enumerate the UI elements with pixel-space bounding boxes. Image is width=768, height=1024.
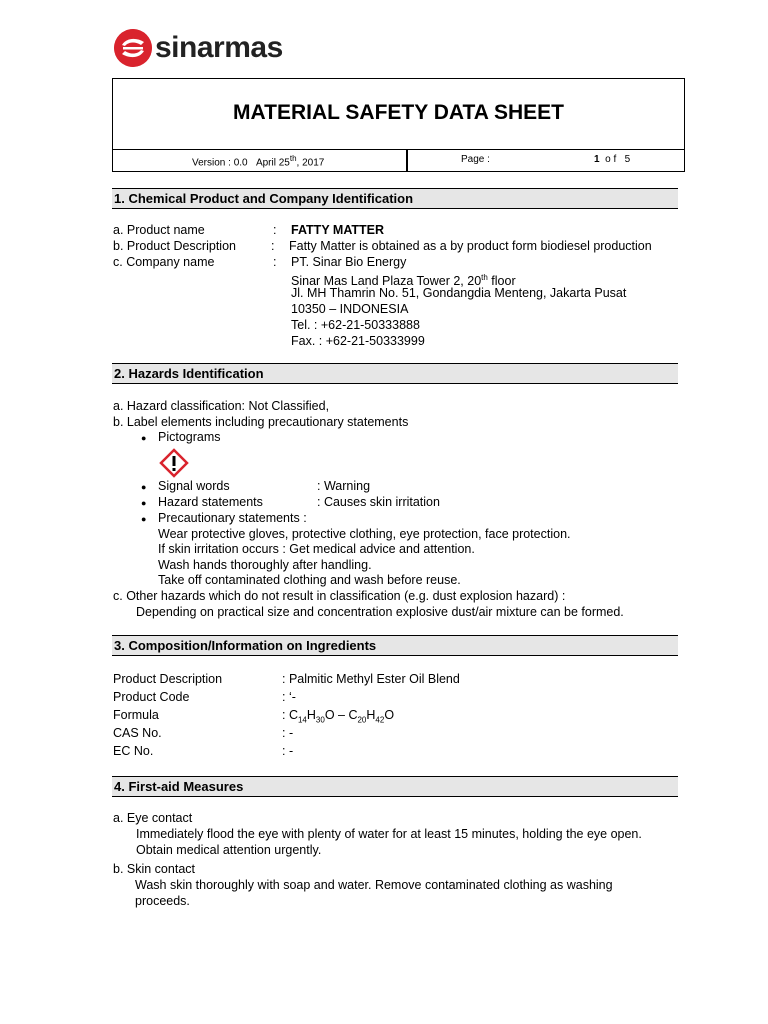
company-address-line-3: 10350 – INDONESIA <box>291 302 409 316</box>
skin-contact-line-2: proceeds. <box>135 894 190 908</box>
bullet-icon: ● <box>141 498 147 508</box>
product-name-value: FATTY MATTER <box>291 223 385 237</box>
product-description-value: Fatty Matter is obtained as a by product form biodiesel production <box>289 239 652 253</box>
ec-no-value: : - <box>282 744 294 758</box>
company-phone: Tel. : +62-21-50333888 <box>291 318 420 332</box>
eye-contact-line-2: Obtain medical attention urgently. <box>136 843 322 857</box>
skin-contact-line-1: Wash skin thoroughly with soap and water. Remove contaminated clothing as washing <box>135 878 613 892</box>
product-description-row-label: Product Description <box>113 672 223 686</box>
hazard-classification: a. Hazard classification: Not Classified, <box>113 399 330 413</box>
bullet-icon: ● <box>141 482 147 492</box>
bullet-icon: ● <box>141 514 147 524</box>
section-4-heading: 4. First-aid Measures <box>112 776 678 797</box>
section-1-heading: 1. Chemical Product and Company Identification <box>112 188 678 209</box>
version-row <box>113 149 684 171</box>
skin-contact-label: b. Skin contact <box>113 862 195 876</box>
ec-no-label: EC No. <box>113 744 154 758</box>
signal-words-value: : Warning <box>317 479 371 493</box>
title-box <box>112 78 685 172</box>
precaution-line-2: If skin irritation occurs : Get medical advice and attention. <box>158 542 475 556</box>
sinarmas-logo-icon <box>114 29 152 67</box>
page-title: MATERIAL SAFETY DATA SHEET <box>233 101 564 124</box>
formula-value: : $C_{14}H_{30}O - C_{20}H_{42}O$ <box>282 708 395 725</box>
product-name-colon: : <box>273 223 277 237</box>
logo-swirl-icon <box>114 29 152 67</box>
cas-no-value: : - <box>282 726 294 740</box>
company-logo <box>114 28 283 68</box>
section-2-heading: 2. Hazards Identification <box>112 363 678 384</box>
bullet-icon: ● <box>141 433 147 443</box>
company-address-line-2: Jl. MH Thamrin No. 51, Gondangdia Menteng, Jakarta Pusat <box>291 286 627 300</box>
eye-contact-line-1: Immediately flood the eye with plenty of water for at least 15 minutes, holding the eye open. <box>136 827 642 841</box>
meta-divider <box>406 150 408 172</box>
cas-no-label: CAS No. <box>113 726 162 740</box>
logo-text: sinarmas <box>155 31 283 64</box>
formula-label: Formula <box>113 708 159 722</box>
product-description-row-value: : Palmitic Methyl Ester Oil Blend <box>282 672 460 686</box>
precaution-line-1: Wear protective gloves, protective clothing, eye protection, face protection. <box>158 527 571 541</box>
other-hazards-label: c. Other hazards which do not result in classification (e.g. dust explosion hazard) : <box>113 589 566 603</box>
precaution-line-4: Take off contaminated clothing and wash before reuse. <box>158 573 461 587</box>
other-hazards-text: Depending on practical size and concentration explosive dust/air mixture can be formed. <box>136 605 624 619</box>
exclamation-pictogram-icon <box>159 448 189 478</box>
product-description-label: b. Product Description <box>113 239 236 253</box>
precaution-line-3: Wash hands thoroughly after handling. <box>158 558 372 572</box>
page-number: 1 o f 5 <box>594 154 631 165</box>
company-name-colon: : <box>273 255 277 269</box>
hazard-statements-value: : Causes skin irritation <box>317 495 440 509</box>
company-fax: Fax. : +62-21-50333999 <box>291 334 425 348</box>
label-elements: b. Label elements including precautionary statements <box>113 415 409 429</box>
product-code-value: : ‘- <box>282 690 296 704</box>
product-name-label: a. Product name <box>113 223 205 237</box>
section-3-heading: 3. Composition/Information on Ingredients <box>112 635 678 656</box>
product-code-label: Product Code <box>113 690 190 704</box>
company-name-value: PT. Sinar Bio Energy <box>291 255 407 269</box>
hazard-statements-label: Hazard statements <box>158 495 263 509</box>
precautionary-statements-label: Precautionary statements : <box>158 511 307 525</box>
product-description-colon: : <box>271 239 275 253</box>
signal-words-label: Signal words <box>158 479 230 493</box>
page-label: Page : <box>461 154 490 165</box>
company-address-line-1: Sinar Mas Land Plaza Tower 2, 20th floor <box>291 273 516 289</box>
eye-contact-label: a. Eye contact <box>113 811 193 825</box>
company-name-label: c. Company name <box>113 255 215 269</box>
version-text: Version : 0.0 April 25th, 2017 <box>192 154 325 169</box>
pictograms-label: Pictograms <box>158 430 221 444</box>
